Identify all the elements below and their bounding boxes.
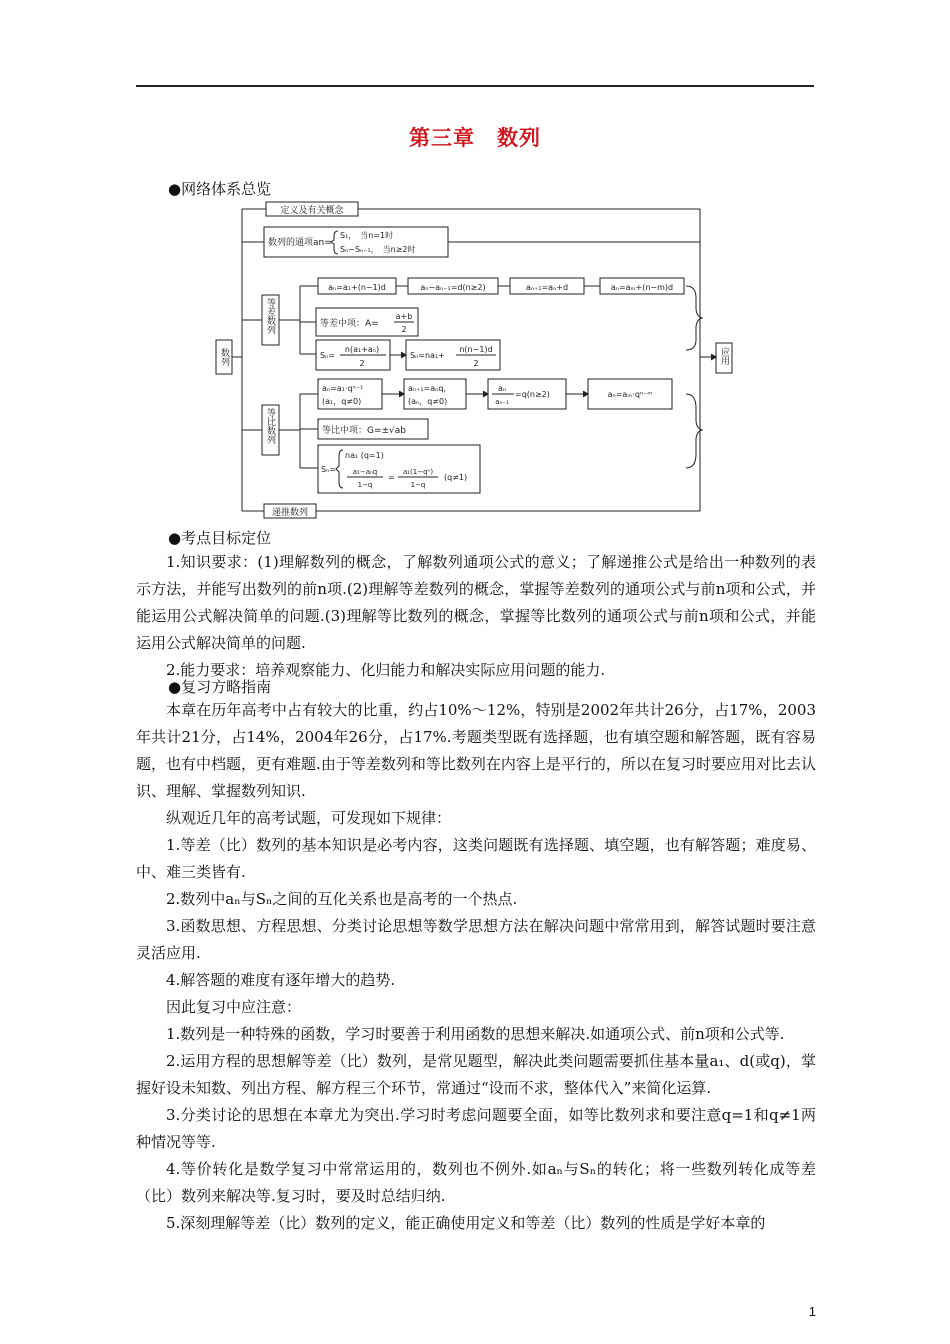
strategy-paragraph-1: 本章在历年高考中占有较大的比重，约占10%～12%，特别是2002年共计26分，占17%，2003年共计21分，占14%，2004年26分，占17%.考题类型既有选择题，也有填空题和解答题，既有容易题，也有中档题，更有难题.由于等差数列和等比数列在内容上是平行的，所以在复习时要应用对比去认识、理解、掌握数列知识. [136, 701, 816, 800]
heading-network: ●网络体系总览 [168, 180, 272, 198]
strategy-paragraph-4: 2.数列中aₙ与Sₙ之间的互化关系也是高考的一个热点. [166, 890, 518, 908]
diagram-arith-sum2-den: 2 [473, 359, 479, 368]
strategy-paragraph-12: 5.深刻理解等差（比）数列的定义，能正确使用定义和等差（比）数列的性质是学好本章的 [166, 1214, 766, 1232]
page-number: 1 [808, 1304, 816, 1319]
diagram-arith-f1: aₙ=a₁+(n−1)d [328, 283, 386, 292]
chapter-title: 第三章 数列 [409, 126, 541, 150]
diagram-geo-mean: 等比中项：G=±√ab [322, 426, 407, 436]
diagram-geo-sum-cond: (q≠1) [444, 473, 468, 482]
strategy-paragraph-6: 4.解答题的难度有逐年增大的趋势. [166, 971, 396, 989]
strategy-paragraph-10: 3.分类讨论的思想在本章尤为突出.学习时考虑问题要全面，如等比数列求和要注意q=1和q≠1两种情况等等. [136, 1106, 816, 1151]
heading-strategy: ●复习方略指南 [168, 678, 272, 696]
diagram-arith-sum2-lhs: Sₙ=na₁+ [410, 351, 445, 360]
diagram-arith-sum1-num: n(a₁+aₙ) [344, 345, 380, 354]
diagram-arith-sum1-den: 2 [359, 359, 365, 368]
diagram-arith-f2: aₙ−aₙ₋₁=d(n≥2) [420, 283, 486, 292]
diagram-geo-f1b: (a₁，q≠0) [322, 397, 362, 406]
diagram-geo-sum-c2-den: 1−q [357, 481, 373, 489]
target-knowledge: 1.知识要求：(1)理解数列的概念，了解数列通项公式的意义；了解递推公式是给出一种数列的表示方法，并能写出数列的前n项.(2)理解等差数列的概念，掌握等差数列的通项公式与前n项和公式，并能运用公式解决简单的问题.(3)理解等比数列的概念，掌握等比数列的通项公式与前n项和公式，并能运用公式解决简单的问题. [136, 553, 816, 652]
diagram-geo-f3-num: aₙ [497, 384, 507, 393]
strategy-paragraph-3: 1.等差（比）数列的基本知识是必考内容，这类问题既有选择题、填空题，也有解答题；难度易、中、难三类皆有. [136, 836, 816, 881]
diagram-geo-f2b: (aₙ，q≠0) [408, 397, 448, 406]
strategy-paragraph-9: 2.运用方程的思想解等差（比）数列，是常见题型，解决此类问题需要抓住基本量a₁、d(或q)，掌握好设未知数、列出方程、解方程三个环节，常通过“设而不求，整体代入”来简化运算. [136, 1052, 816, 1097]
diagram-definition: 定义及有关概念 [280, 206, 344, 216]
diagram-geometric-label: 等比数列 [265, 408, 275, 444]
diagram-geo-f2a: aₙ₊₁=aₙq， [408, 384, 452, 393]
diagram-arith-mean-den: 2 [401, 325, 407, 334]
diagram-general-term-label: 数列的通项an= [268, 238, 332, 248]
diagram-arith-mean: 等差中项：A= [320, 319, 379, 329]
diagram-geo-sum-eq: = [388, 473, 395, 482]
diagram-application: 应用 [719, 347, 729, 365]
diagram-arith-f3: aₙ₊₁=aₙ+d [525, 283, 569, 292]
diagram-geo-f1a: aₙ=a₁·qⁿ⁻¹ [322, 384, 364, 393]
header-rule [136, 85, 814, 87]
diagram-arith-sum1-lhs: Sₙ= [320, 351, 335, 360]
strategy-paragraph-11: 4.等价转化是数学复习中常常运用的，数列也不例外.如aₙ与Sₙ的转化；将一些数列转化成等差（比）数列来解决等.复习时，要及时总结归纳. [136, 1160, 816, 1205]
diagram-geo-sum-box [318, 445, 480, 493]
strategy-paragraph-8: 1.数列是一种特殊的函数，学习时要善于利用函数的思想来解决.如通项公式、前n项和公式等. [166, 1025, 785, 1043]
concept-diagram [210, 198, 750, 523]
strategy-paragraph-2: 纵观近几年的高考试题，可发现如下规律： [166, 809, 452, 827]
targets-section [136, 549, 816, 684]
diagram-geo-f4: aₙ=aₘ·qⁿ⁻ᵐ [607, 390, 653, 399]
diagram-geo-sum-lhs: Sₙ= [321, 465, 336, 474]
diagram-geo-sum-c1: na₁ (q=1) [345, 451, 384, 460]
diagram-geo-sum-c2-num: a₁−aₙq [352, 468, 378, 476]
diagram-geo-sum-c3-den: 1−q [410, 481, 426, 489]
diagram-arith-mean-num: a+b [395, 312, 413, 321]
diagram-arithmetic-label: 等差数列 [265, 298, 275, 334]
strategy-paragraph-5: 3.函数思想、方程思想、分类讨论思想等数学思想方法在解决问题中常常用到，解答试题时要注意灵活应用. [136, 917, 816, 962]
diagram-root-label: 数列 [219, 348, 229, 366]
heading-targets: ●考点目标定位 [168, 529, 272, 547]
diagram-recursive: 递推数列 [271, 508, 309, 518]
diagram-general-term-case1: S₁， 当n=1时 [340, 231, 394, 240]
diagram-geo-f3-den: aₙ₋₁ [495, 398, 509, 406]
diagram-geo-f3-rhs: =q(n≥2) [515, 390, 550, 399]
diagram-general-term-case2: Sₙ−Sₙ₋₁， 当n≥2时 [340, 245, 416, 254]
target-ability: 2.能力要求：培养观察能力、化归能力和解决实际应用问题的能力. [166, 661, 606, 679]
diagram-arith-f4: aₙ=aₘ+(n−m)d [610, 283, 674, 292]
strategy-section [136, 697, 816, 1237]
strategy-paragraph-7: 因此复习中应注意： [166, 998, 302, 1016]
diagram-arith-sum2-num: n(n−1)d [459, 345, 493, 354]
diagram-geo-sum-c3-num: a₁(1−qⁿ) [402, 468, 434, 476]
